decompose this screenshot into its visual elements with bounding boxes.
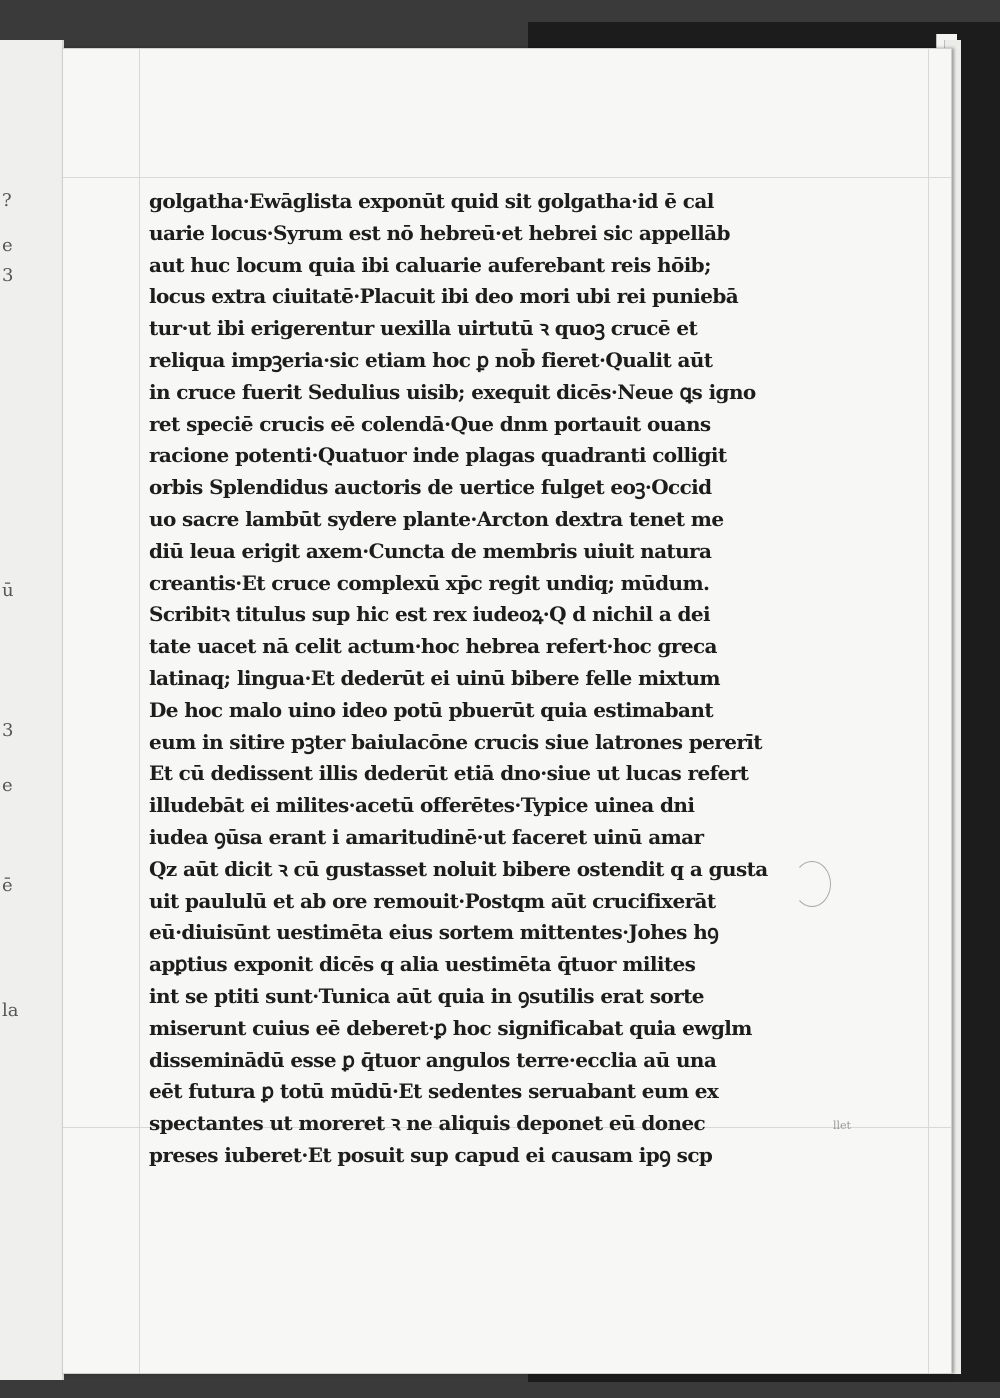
ruling-line <box>928 49 929 1373</box>
text-line: uarie locus·Syrum est nō hebreū·et hebrei sic appellāb <box>149 220 730 245</box>
ruling-line <box>63 177 951 178</box>
text-line: eēt futura ꝑ totū mūdū·Et sedentes seruabant eum ex <box>149 1079 719 1104</box>
text-line: uo sacre lambūt sydere plante·Arcton dextra tenet me <box>149 506 724 531</box>
left-margin-mark: ? <box>2 190 12 211</box>
manuscript-page <box>62 48 952 1374</box>
text-line: diū leua erigit axem·Cuncta de membris uiuit natura <box>149 538 712 563</box>
ruling-line <box>139 49 140 1373</box>
text-line: int se ptiti sunt·Tunica aūt quia in ꝯsutilis erat sorte <box>149 983 704 1008</box>
text-line: tur·ut ibi erigerentur uexilla uirtutū ꝛ quoꝫ crucē et <box>149 316 698 341</box>
text-block <box>149 186 829 1172</box>
text-line: aut huc locum quia ibi caluarie auferebant reis hōib; <box>149 252 711 277</box>
text-line: latinaq; lingua·Et dederūt ei uinū bibere felle mixtum <box>149 665 720 690</box>
left-margin-mark: ē <box>2 875 13 896</box>
left-margin-mark: ū <box>2 580 14 601</box>
text-line: uit paululū et ab ore remouit·Postqm aūt crucifixerāt <box>149 888 716 913</box>
left-margin-mark: 3 <box>2 720 14 741</box>
text-line: Et cū dedissent illis dederūt etiā dno·siue ut lucas refert <box>149 761 749 786</box>
text-line: orbis Splendidus auctoris de uertice fulget eoꝫ·Occid <box>149 475 712 500</box>
text-line: locus extra ciuitatē·Placuit ibi deo mori ubi rei puniebā <box>149 284 739 309</box>
left-margin-mark: e <box>2 775 13 796</box>
text-line: disseminādū esse ꝑ q̄tuor angulos terre·ecclia aū una <box>149 1047 717 1072</box>
text-line: tate uacet nā celit actum·hoc hebrea refert·hoc greca <box>149 634 717 659</box>
text-line: in cruce fuerit Sedulius uisib; exequit dicēs·Neue ꝗs igno <box>149 379 756 404</box>
left-margin-mark: e <box>2 235 13 256</box>
margin-circle-mark <box>793 861 831 907</box>
text-line: eū·diuisūnt uestimēta eius sortem mittentes·Johes hꝯ <box>149 920 719 945</box>
text-line: spectantes ut moreret ꝛ ne aliquis deponet eū donec <box>149 1111 706 1136</box>
text-line: apꝑtius exponit dicēs q alia uestimēta q̄tuor milites <box>149 952 696 977</box>
text-line: iudea ꝯūsa erant i amaritudinē·ut faceret uinū amar <box>149 824 704 849</box>
text-line: racione potenti·Quatuor inde plagas quadranti colligit <box>149 443 727 468</box>
folio-note: llet <box>833 1119 851 1132</box>
text-line: illudebāt ei milites·acetū offerētes·Typice uinea dni <box>149 793 695 818</box>
text-line: preses iuberet·Et posuit sup capud ei causam ipꝯ scp <box>149 1142 713 1167</box>
text-line: golgatha·Ewāglista exponūt quid sit golgatha·id ē cal <box>149 189 714 213</box>
text-line: Scribitꝛ titulus sup hic est rex iudeoꝝ·Q d nichil a dei <box>149 602 711 627</box>
left-margin-mark: la <box>2 1000 19 1021</box>
text-line: Qz aūt dicit ꝛ cū gustasset noluit bibere ostendit q a gusta <box>149 856 768 881</box>
text-line: eum in sitire pꝫter baiulacōne crucis siue latrones pererīt <box>149 729 762 754</box>
left-page-fragment <box>0 40 64 1380</box>
text-line: miserunt cuius eē deberet·ꝑ hoc significabat quia ewglm <box>149 1015 752 1040</box>
text-line: De hoc malo uino ideo potū pbuerūt quia estimabant <box>149 697 713 722</box>
text-line: reliqua impꝫeria·sic etiam hoc ꝑ nob̄ fieret·Qualit aūt <box>149 347 713 372</box>
left-margin-mark: 3 <box>2 265 14 286</box>
text-line: ret speciē crucis eē colendā·Que dnm portauit ouans <box>149 411 711 436</box>
text-line: creantis·Et cruce complexū xp̄c regit undiq; mūdum. <box>149 570 710 595</box>
